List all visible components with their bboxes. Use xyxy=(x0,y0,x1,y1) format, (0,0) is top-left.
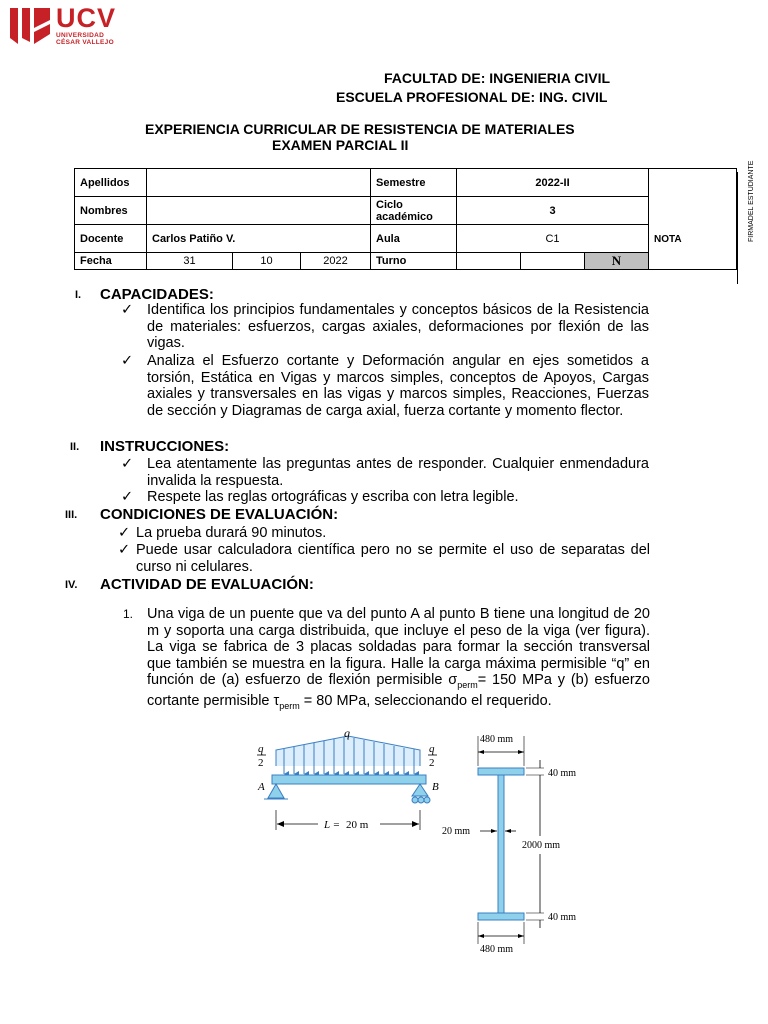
section-4-title: ACTIVIDAD DE EVALUACIÓN: xyxy=(100,576,314,593)
load-label: q xyxy=(344,728,350,740)
section-1-number: I. xyxy=(75,289,82,301)
top-flange-thickness-label: 40 mm xyxy=(548,768,577,779)
top-flange-width-label: 480 mm xyxy=(480,734,514,745)
support-a-label: A xyxy=(258,781,265,793)
beam xyxy=(272,775,426,784)
semestre-value: 2022-II xyxy=(457,169,649,197)
semestre-label: Semestre xyxy=(371,169,457,197)
distributed-load-outline xyxy=(276,736,420,766)
web xyxy=(498,775,504,913)
nota-cell[interactable] xyxy=(649,169,737,270)
university-wordmark xyxy=(56,4,116,46)
docente-value: Carlos Patiño V. xyxy=(147,225,371,253)
apellidos-label: Apellidos xyxy=(75,169,147,197)
turno-value: N xyxy=(585,253,649,270)
check-icon: ✓ xyxy=(118,542,131,558)
section-2-number: II. xyxy=(70,441,80,453)
course-heading: EXPERIENCIA CURRICULAR DE RESISTENCIA DE MATERIALES xyxy=(145,121,575,137)
turno-option-2[interactable] xyxy=(521,253,585,270)
faculty-heading: FACULTAD DE: INGENIERIA CIVIL xyxy=(384,70,611,86)
signature-label: FIRMADEL ESTUDIANTE xyxy=(748,160,755,242)
question-text: Una viga de un puente que va del punto A al punto B tiene una longitud de 20 m y soporta una carga distribuida, que incluye el peso de la viga (ver figura). La viga se fabrica de 3 placas soldadas para formar la sección transversal que también se muestra en la figura. Halle la carga máxima permisible “q” en función de (a) esfuerzo de flexión permisible $\sigma_{perm}= 150$ MPa y (b) esfuerzo cortante permisible $\tau_{perm} = 80$ MPa, seleccionando el requerido. xyxy=(147,606,650,712)
section-2-bullet-1 xyxy=(121,456,649,489)
school-heading: ESCUELA PROFESIONAL DE: ING. CIVIL xyxy=(336,89,608,105)
aula-value: C1 xyxy=(457,225,649,253)
question-number: 1. xyxy=(123,607,134,621)
check-icon: ✓ xyxy=(121,489,134,505)
turno-label: Turno xyxy=(371,253,457,270)
end-load-left-num: q xyxy=(258,743,264,755)
nombres-label: Nombres xyxy=(75,197,147,225)
fecha-day: 31 xyxy=(147,253,233,270)
check-icon: ✓ xyxy=(121,302,134,318)
beam-figure xyxy=(250,728,450,838)
ucv-logo-icon xyxy=(8,4,52,48)
nota-label: NOTA xyxy=(654,234,682,245)
section-3-number: III. xyxy=(65,509,78,521)
logo-subtitle-2: CÉSAR VALLEJO xyxy=(56,39,114,46)
fecha-label: Fecha xyxy=(75,253,147,270)
fecha-year: 2022 xyxy=(301,253,371,270)
signature-line[interactable] xyxy=(737,172,738,284)
web-height-label: 2000 mm xyxy=(522,840,561,851)
docente-label: Docente xyxy=(75,225,147,253)
end-load-right-num: q xyxy=(429,743,435,755)
roller-support-b xyxy=(412,784,428,796)
exam-heading: EXAMEN PARCIAL II xyxy=(272,137,409,153)
section-1-bullet-2 xyxy=(121,353,649,419)
nombres-field[interactable] xyxy=(147,197,371,225)
top-flange xyxy=(478,768,524,775)
web-thickness-label: 20 mm xyxy=(442,826,471,837)
length-value: 20 m xyxy=(346,819,369,831)
section-1-bullet-1 xyxy=(121,302,649,352)
length-label: L = xyxy=(324,819,341,831)
bottom-flange xyxy=(478,913,524,920)
check-icon: ✓ xyxy=(121,456,134,472)
bullet-text: Respete las reglas ortográficas y escriba con letra legible. xyxy=(147,489,519,505)
apellidos-field[interactable] xyxy=(147,169,371,197)
section-4-number: IV. xyxy=(65,579,78,591)
cross-section-figure xyxy=(440,730,600,960)
aula-label: Aula xyxy=(371,225,457,253)
ciclo-value: 3 xyxy=(457,197,649,225)
logo-name: UCV xyxy=(56,3,117,33)
end-load-right-den: 2 xyxy=(429,757,435,769)
pin-support-a xyxy=(268,784,284,798)
logo-subtitle-1: UNIVERSIDAD xyxy=(56,32,105,39)
section-3-bullet-1 xyxy=(118,525,650,542)
section-2-title: INSTRUCCIONES: xyxy=(100,438,230,455)
section-3-bullet-2 xyxy=(118,542,650,575)
section-1-title: CAPACIDADES: xyxy=(100,286,214,303)
bullet-text: Lea atentamente las preguntas antes de responder. Cualquier enmendadura invalida la respuesta. xyxy=(147,456,649,489)
turno-option-1[interactable] xyxy=(457,253,521,270)
fecha-month: 10 xyxy=(233,253,301,270)
section-3-title: CONDICIONES DE EVALUACIÓN: xyxy=(100,506,339,523)
check-icon: ✓ xyxy=(121,353,134,369)
bullet-text: Puede usar calculadora científica pero no se permite el uso de separatas del curso ni celulares. xyxy=(136,542,650,575)
section-2-bullet-2 xyxy=(121,489,649,506)
bullet-text: La prueba durará 90 minutos. xyxy=(136,525,327,541)
bullet-text: Identifica los principios fundamentales y conceptos básicos de la Resistencia de materiales: esfuerzos, cargas axiales, deformaciones por flexión de las vigas. xyxy=(147,302,649,351)
bottom-flange-thickness-label: 40 mm xyxy=(548,912,577,923)
check-icon: ✓ xyxy=(118,525,131,541)
student-info-table xyxy=(74,168,737,270)
bullet-text: Analiza el Esfuerzo cortante y Deformación angular en ejes sometidos a torsión, Estática en Vigas y marcos simples, conceptos de Apoyos, Cargas axiales y transversales en las vigas y marcos simples, Reacciones, Fuerzas de sección y Diagramas de carga axial, fuerza cortante y momento flector. xyxy=(147,353,649,419)
end-load-left-den: 2 xyxy=(258,757,264,769)
bottom-flange-width-label: 480 mm xyxy=(480,944,514,955)
support-b-label: B xyxy=(432,781,439,793)
ciclo-label: Ciclo académico xyxy=(371,197,457,225)
question-1 xyxy=(123,606,650,715)
